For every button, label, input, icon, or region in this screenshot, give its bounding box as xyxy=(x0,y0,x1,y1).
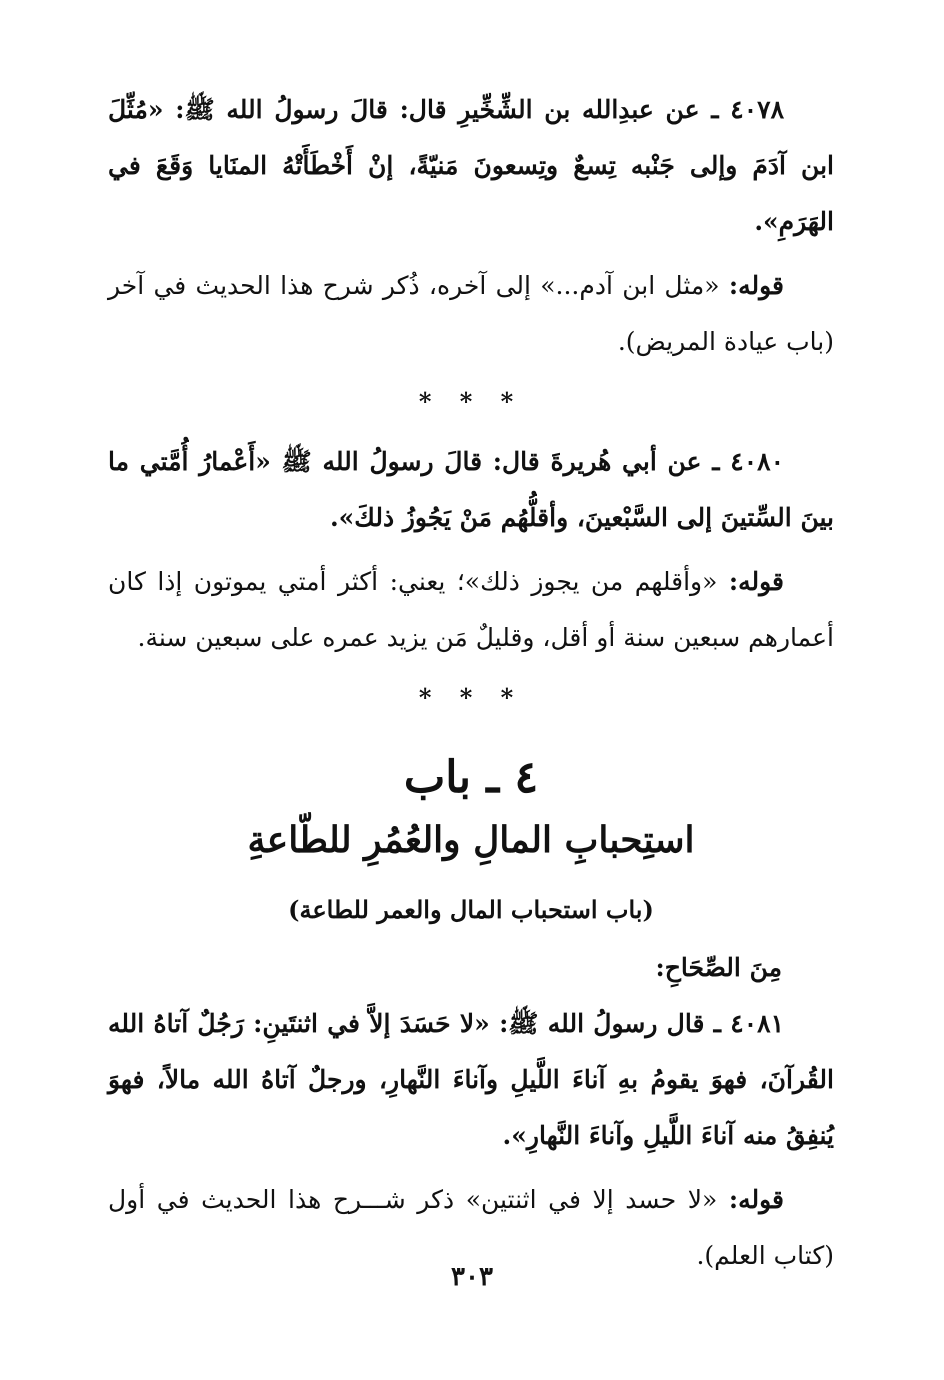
hadith-number: ٤٠٧٨ xyxy=(730,95,784,124)
hadith-4080 xyxy=(108,434,834,546)
commentary-lead: قوله: xyxy=(728,271,784,300)
commentary-text: «لا حسد إلا في اثنتين» ذكر شـــرح هذا الحديث في أول (كتاب العلم). xyxy=(108,1185,834,1270)
commentary-lead: قوله: xyxy=(728,567,785,596)
hadith-number: ٤٠٨١ xyxy=(730,1009,784,1038)
hadith-text: ـ عن عبدِالله بن الشِّخِّيرِ قال: قالَ رسولُ الله ﷺ: «مُثِّلَ ابن آدَمَ وإلى جَنْبه تِسعٌ وتِسعونَ مَنيّةً، إنْ أَخْطَأَتْهُ المنَايا وَقَعَ في الهَرَمِ». xyxy=(108,95,834,236)
commentary-lead: قوله: xyxy=(728,1185,784,1214)
commentary-4078 xyxy=(108,258,834,370)
page-number: ٣٠٣ xyxy=(451,1262,493,1292)
commentary-4080 xyxy=(108,554,834,666)
chapter-number: ٤ ـ باب xyxy=(403,752,539,803)
chapter-title: استِحبابِ المالِ والعُمُرِ للطّاعةِ xyxy=(247,819,695,861)
section-label: مِنَ الصِّحَاحِ: xyxy=(655,953,782,982)
hadith-4081 xyxy=(108,996,834,1164)
hadith-text: ـ عن أبي هُريرةَ قال: قالَ رسولُ الله ﷺ «أَعْمارُ أُمَّتي ما بينَ السِّتينَ إلى السَّبْعينَ، وأقلُّهُم مَنْ يَجُوزُ ذلكَ». xyxy=(108,447,834,532)
commentary-text: «مثل ابن آدم...» إلى آخره، ذُكر شرح هذا الحديث في آخر (باب عيادة المريض). xyxy=(108,271,834,356)
hadith-text: ـ قال رسولُ الله ﷺ: «لا حَسَدَ إلاَّ في اثنتَينِ: رَجُلٌ آتاهُ الله القُرآنَ، فهوَ يقومُ بهِ آناءَ اللَّيلِ وآناءَ النَّهارِ، ورجلٌ آتاهُ الله مالاً، فهوَ يُنفِقُ منه آناءَ اللَّيلِ وآناءَ النَّهارِ». xyxy=(108,1009,834,1150)
hadith-4078 xyxy=(108,82,834,250)
chapter-subtitle: (باب استحباب المال والعمر للطاعة) xyxy=(288,895,654,924)
commentary-text: «وأقلهم من يجوز ذلك»؛ يعني: أكثر أمتي يموتون إذا كان أعمارهم سبعين سنة أو أقل، وقليلٌ مَن يزيد عمره على سبعين سنة. xyxy=(108,567,834,652)
hadith-number: ٤٠٨٠ xyxy=(730,447,784,476)
page-body xyxy=(108,82,834,1284)
separator: * * * xyxy=(418,387,524,416)
separator: * * * xyxy=(418,683,524,712)
